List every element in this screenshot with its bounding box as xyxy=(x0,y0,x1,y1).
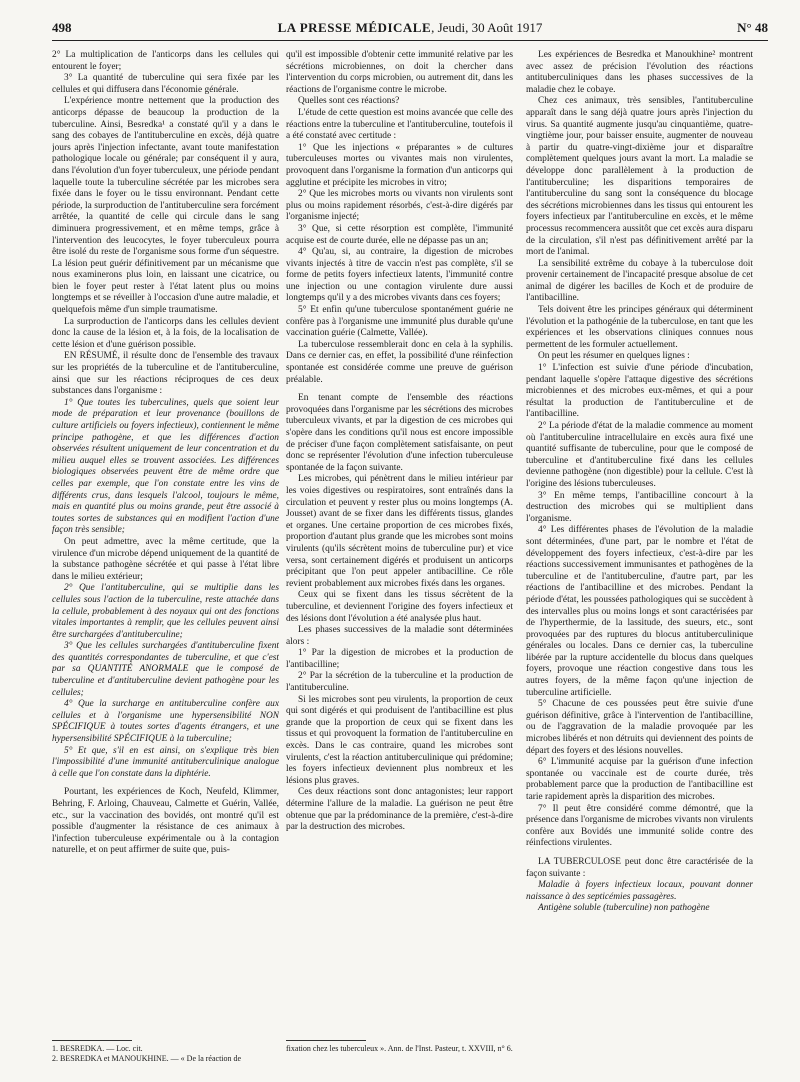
paragraph: La sensibilité extrême du cobaye à la tuberculose doit provenir certainement de l'incapacité presque absolue de cet animal de digérer les bacilles de Koch et de produire de l'antibacilline. xyxy=(526,258,753,304)
paragraph: Maladie à foyers infectieux locaux, pouvant donner naissance à des septicémies passagères. xyxy=(526,880,753,902)
paragraph: La tuberculose ressemblerait donc en cela à la syphilis. Dans ce dernier cas, en effet, la possibilité d'une réinfection spontanée est considérée comme une preuve de guérison préalable. xyxy=(286,339,513,385)
paragraph: 2° Que les microbes morts ou vivants non virulents sont plus ou moins rapidement résorbés, c'est-à-dire digérés par l'organisme injecté; xyxy=(286,189,513,223)
issue-date: , Jeudi, 30 Août 1917 xyxy=(431,20,543,35)
paragraph: 1° Par la digestion de microbes et la production de l'antibacilline; xyxy=(286,648,513,670)
paragraph: 7° Il peut être considéré comme démontré, que la présence dans l'organisme de microbes vivants non virulents confère aux Bovidés une immunité solide contre des réinfections virulentes. xyxy=(526,803,753,849)
paragraph: 3° Que les cellules surchargées d'antituberculine fixent des quantités correspondantes de tuberculine, et que c'est par sa QUANTITÉ ANORMALE que le composé de tuberculine et d'antituberculine devient pathogène pour les cellules; xyxy=(52,641,279,698)
paragraph: 3° Que, si cette résorption est complète, l'immunité acquise est de courte durée, elle ne dépasse pas un an; xyxy=(286,223,513,246)
paragraph: La surproduction de l'anticorps dans les cellules devient donc la cause de la lésion et, à la fois, de la localisation de cette lésion et d'une guérison possible. xyxy=(52,316,279,350)
paragraph: Si les microbes sont peu virulents, la proportion de ceux qui sont digérés et qui produisent de l'antibacilline est plus grande que la proportion de ceux qui se fixent dans les tissus et qui provoquent la formation de l'antituberculine en excès. Dans le cas contraire, quand les microbes sont virulents, c'est la réaction antituberculinique qui prédomine; les foyers infectieux deviennent plus nombreux et les lésions plus graves. xyxy=(286,694,513,786)
paragraph: En tenant compte de l'ensemble des réactions provoquées dans l'organisme par les sécrétions des microbes tuberculeux vivants, et par la digestion de ces microbes qui s'opère dans les conditions qu'il nous est encore impossible de préciser d'une façon complètement satisfaisante, on peut donc se représenter l'évolution d'une infection tuberculeuse spontanée de la façon suivante. xyxy=(286,393,513,473)
paragraph: Ceux qui se fixent dans les tissus sécrètent de la tuberculine, et deviennent l'origine des foyers infectieux et des lésions dont l'évolution a été analysée plus haut. xyxy=(286,590,513,624)
paragraph: 1° Que toutes les tuberculines, quels que soient leur mode de préparation et leur provenance (bouillons de culture artificiels ou foyers infectieux), contiennent le même principe pathogène, et que les différences d'action observées résultent uniquement de leur concentration et du milieu auquel elles se trouvent associées. Les différences biologiques observées peuvent être de même ordre que celles par exemple, que l'on constate entre les vins de différents crus, dans lesquels l'alcool, toujours le même, mais en quantité plus ou moins grande, peut être associé à toutes sortes de substances qui en modifient l'action d'une façon très sensible; xyxy=(52,397,279,536)
paragraph: Pourtant, les expériences de Koch, Neufeld, Klimmer, Behring, F. Arloing, Chauveau, Calmette et Guérin, Vallée, etc., sur la vaccination des bovidés, ont montré qu'il est possible d'augmenter la résistance de ces animaux à l'infection tuberculeuse expérimentale ou à la contagion naturelle, et on peut affirmer de suite que, puis- xyxy=(52,787,279,856)
paragraph: Antigène soluble (tuberculine) non pathogène xyxy=(538,903,710,914)
footnotes-left xyxy=(52,1040,279,1064)
paragraph: 4° Qu'au, si, au contraire, la digestion de microbes vivants injectés à titre de vaccin n'est pas complète, s'il se forme de petits foyers infectieux latents, l'immunité contre une injection ou une contagion virulente dure aussi longtemps qu'il y a des microbes vivants dans ces foyers; xyxy=(286,247,513,304)
paragraph: 1° Que les injections « préparantes » de cultures tuberculeuses mortes ou vivantes mais non virulentes, provoquent dans l'organisme la formation d'un anticorps qui agglutine et précipite les microbes in vitro; xyxy=(286,142,513,188)
paragraph: Ces deux réactions sont donc antagonistes; leur rapport détermine l'allure de la maladie. La guérison ne peut être obtenue que par la prédominance de la première, c'est-à-dire par la destruction des microbes. xyxy=(286,787,513,833)
column-2 xyxy=(286,50,513,1010)
paragraph: L'étude de cette question est moins avancée que celle des réactions entre la tuberculine et l'antituberculine, toutefois il a été constaté avec certitude : xyxy=(286,107,513,142)
footnote: 2. BESREDKA et MANOUKHINE. — « De la réaction de xyxy=(52,1054,242,1063)
footnote-rule xyxy=(286,1040,366,1041)
page-header xyxy=(52,20,768,41)
paragraph: 3° La quantité de tuberculine qui sera fixée par les cellules et qui diffusera dans l'économie générale. xyxy=(52,73,279,95)
paragraph: 3° En même temps, l'antibacilline concourt à la destruction des microbes qui se multiplient dans l'organisme. xyxy=(526,490,753,524)
paragraph: 5° Et enfin qu'une tuberculose spontanément guérie ne confère pas à l'organisme une immunité plus durable qu'une vaccination guérie (Calmette, Vallée). xyxy=(286,305,513,339)
paragraph: 2° La période d'état de la maladie commence au moment où l'antituberculine intracellulaire en excès aura fixé une quantité suffisante de tuberculine, pour que le composé de tuberculine et d'antituberculine fixé dans les cellules devienne pathogène (non digestible) pour la cellule. C'est là l'origine des lésions tuberculeuses. xyxy=(526,421,753,489)
paragraph: 1° L'infection est suivie d'une période d'incubation, pendant laquelle s'opère l'attaque digestive des sécrétions microbiennes et des microbes eux-mêmes, et qui a pour résultat la production de l'antituberculine et de l'antibacilline. xyxy=(526,363,753,420)
paragraph: L'expérience montre nettement que la production des anticorps dépasse de beaucoup la production de la tuberculine. Ainsi, Besredka¹ a constaté qu'il y a dans le sang des cobayes de l'antituberculine en excès, déjà quatre jours après l'injection infectante, avant toute manifestation pathologique locale ou générale; par conséquent il y aura, dans l'évolution d'un foyer tuberculeux, une période pendant laquelle toute la tuberculine sécrétée par les microbes sera fixée dans le foyer ou le tissu environnant. Pendant cette période, la surproduction de l'antituberculine sera forcément arrêtée, la quantité de celle qui circule dans le sang diminuera progressivement, et en même temps, grâce à l'intervention des leucocytes, le foyer tuberculeux pourra être isolé du reste de l'organisme sous forme d'un séquestre. La lésion peut guérir définitivement par un mécanisme que nous examinerons plus loin, en laissant une cicatrice, ou bien le foyer peut rester à l'état latent plus ou moins longtemps et se réveiller à l'occasion d'une autre maladie, et quelquefois même d'un simple traumatisme. xyxy=(52,96,279,316)
paragraph: LA TUBERCULOSE peut donc être caractérisée de la façon suivante : xyxy=(526,856,753,879)
journal-title: LA PRESSE MÉDICALE xyxy=(277,20,432,35)
paragraph: 2° Par la sécrétion de la tuberculine et la production de l'antituberculine. xyxy=(286,671,513,694)
column-3 xyxy=(526,50,753,1010)
footnote: fixation chez les tuberculeux ». Ann. de l'Inst. Pasteur, t. XXVIII, n° 6. xyxy=(286,1044,513,1053)
paragraph: On peut les résumer en quelques lignes : xyxy=(538,351,690,362)
paragraph: EN RÉSUMÉ, il résulte donc de l'ensemble des travaux sur les propriétés de la tuberculine et de l'antituberculine, ainsi que sur les réactions réciproques de ces deux substances dans l'organisme : xyxy=(52,351,279,397)
paragraph: 4° Que la surcharge en antituberculine confère aux cellules et à l'organisme une hypersensibilité NON SPÉCIFIQUE à toutes sortes d'agents étrangers, et une hypersensibilité SPÉCIFIQUE à la tuberculine; xyxy=(52,699,279,745)
paragraph: 5° Chacune de ces poussées peut être suivie d'une guérison définitive, grâce à l'intervention de l'antibacilline, ou de l'aggravation de la maladie provoquée par les microbes libérés et non détruits qui deviennent des points de départ des foyers et des lésions nouvelles. xyxy=(526,699,753,756)
paragraph: qu'il est impossible d'obtenir cette immunité relative par les sécrétions microbiennes, on doit la chercher dans l'intervention du corps microbien, ou autrement dit, dans les réactions de l'organisme contre le microbe. xyxy=(286,50,513,95)
paragraph: Les phases successives de la maladie sont déterminées alors : xyxy=(286,625,513,647)
paragraph: On peut admettre, avec la même certitude, que la virulence d'un microbe dépend uniquement de la quantité de la substance pathogène sécrétée et qui passe à l'état libre dans le milieu extérieur; xyxy=(52,536,279,582)
paragraph: 5° Et que, s'il en est ainsi, on s'explique très bien l'impossibilité d'une immunité antituberculinique analogue à celle que l'on constate dans la diphtérie. xyxy=(52,745,279,779)
footnote: 1. BESREDKA. — Loc. cit. xyxy=(52,1044,143,1053)
paragraph: Les microbes, qui pénètrent dans le milieu intérieur par les voies digestives ou respiratoires, sont entraînés dans la circulation et peuvent y rester plus ou moins longtemps (A. Jousset) avant de se fixer dans les différents tissus, glandes et organes. Une certaine proportion de ces microbes fixés, proportion d'autant plus grande que les microbes sont moins virulents (qu'ils sécrètent moins de tuberculine pur) et vice versa, sont certainement digérés et produisent un anticorps précipitant que l'on peut appeler antibacilline. Ce rôle revient probablement aux microbes fixés dans les organes. xyxy=(286,474,513,589)
footnotes-mid xyxy=(286,1040,513,1054)
footnote-rule xyxy=(52,1040,132,1041)
paragraph: Les expériences de Besredka et Manoukhine² montrent avec assez de précision l'évolution des réactions antituberculiniques dans les phases successives de la maladie chez le cobaye. xyxy=(526,50,753,95)
column-1 xyxy=(52,50,279,1010)
paragraph: 2° Que l'antituberculine, qui se multiplie dans les cellules sous l'action de la tuberculine, reste attachée dans la cellule, probablement à des noyaux qui ont des fonctions vitales importantes à remplir, que les cellules peuvent ainsi être surchargées d'antituberculine; xyxy=(52,583,279,640)
paragraph: Tels doivent être les principes généraux qui déterminent l'évolution et la pathogénie de la tuberculose, en tant que les expériences et les observations cliniques connues nous permettent de les formuler actuellement. xyxy=(526,305,753,350)
paragraph: 2° La multiplication de l'anticorps dans les cellules qui entourent le foyer; xyxy=(52,50,279,72)
page-number: 498 xyxy=(52,20,72,35)
paragraph: 6° L'immunité acquise par la guérison d'une infection spontanée ou vaccinale est de courte durée, très probablement parce que la production de l'antibacilline est tarie rapidement après la disparition des microbes. xyxy=(526,757,753,802)
journal-title-line xyxy=(52,20,768,36)
paragraph: Chez ces animaux, très sensibles, l'antituberculine apparaît dans le sang déjà quatre jours après l'injection du virus. Sa quantité augmente jusqu'au cinquantième, quatre-vingtième jour, pour baisser ensuite, augmenter de nouveau à partir du quatre-vingt-dixième jour et disparaître complètement quelques jours avant la mort. La maladie se développe donc parallèlement à la production de l'antituberculine; les disparitions temporaires de l'antituberculine du sang sont la conséquence du blocage des sécrétions microbiennes dans les tissus qui entourent les foyers infectieux par l'antituberculine en excès, et le même processus recommencera aussitôt que cet excès aura disparu de la circulation, s'il n'est pas définitivement arrêté par la mort de l'animal. xyxy=(526,96,753,258)
paragraph: 4° Les différentes phases de l'évolution de la maladie sont déterminées, d'une part, par le nombre et l'état de développement des foyers infectieux, c'est-à-dire par les réactions successivement immunisantes et pathogènes de la tuberculine et de l'antituberculine, d'autre part, par les réactions de l'antibacilline et des microbes. Pendant la période d'état, les poussées pathologiques qui se succèdent à des intervalles plus ou moins longs et sont caractérisées par de l'hyperthermie, de la lassitude, des sueurs, etc., sont provoquées par des ruptures du blocus antituberculinique générales ou locales. Dans ce dernier cas, la tuberculine libérée par la rupture accidentelle du blocus dans quelques foyers, provoque une réaction congestive dans tous les autres foyers, de la même façon qu'une injection de tuberculine artificielle. xyxy=(526,525,753,698)
issue-number: N° 48 xyxy=(737,20,768,35)
paragraph: Quelles sont ces réactions? xyxy=(298,96,400,107)
